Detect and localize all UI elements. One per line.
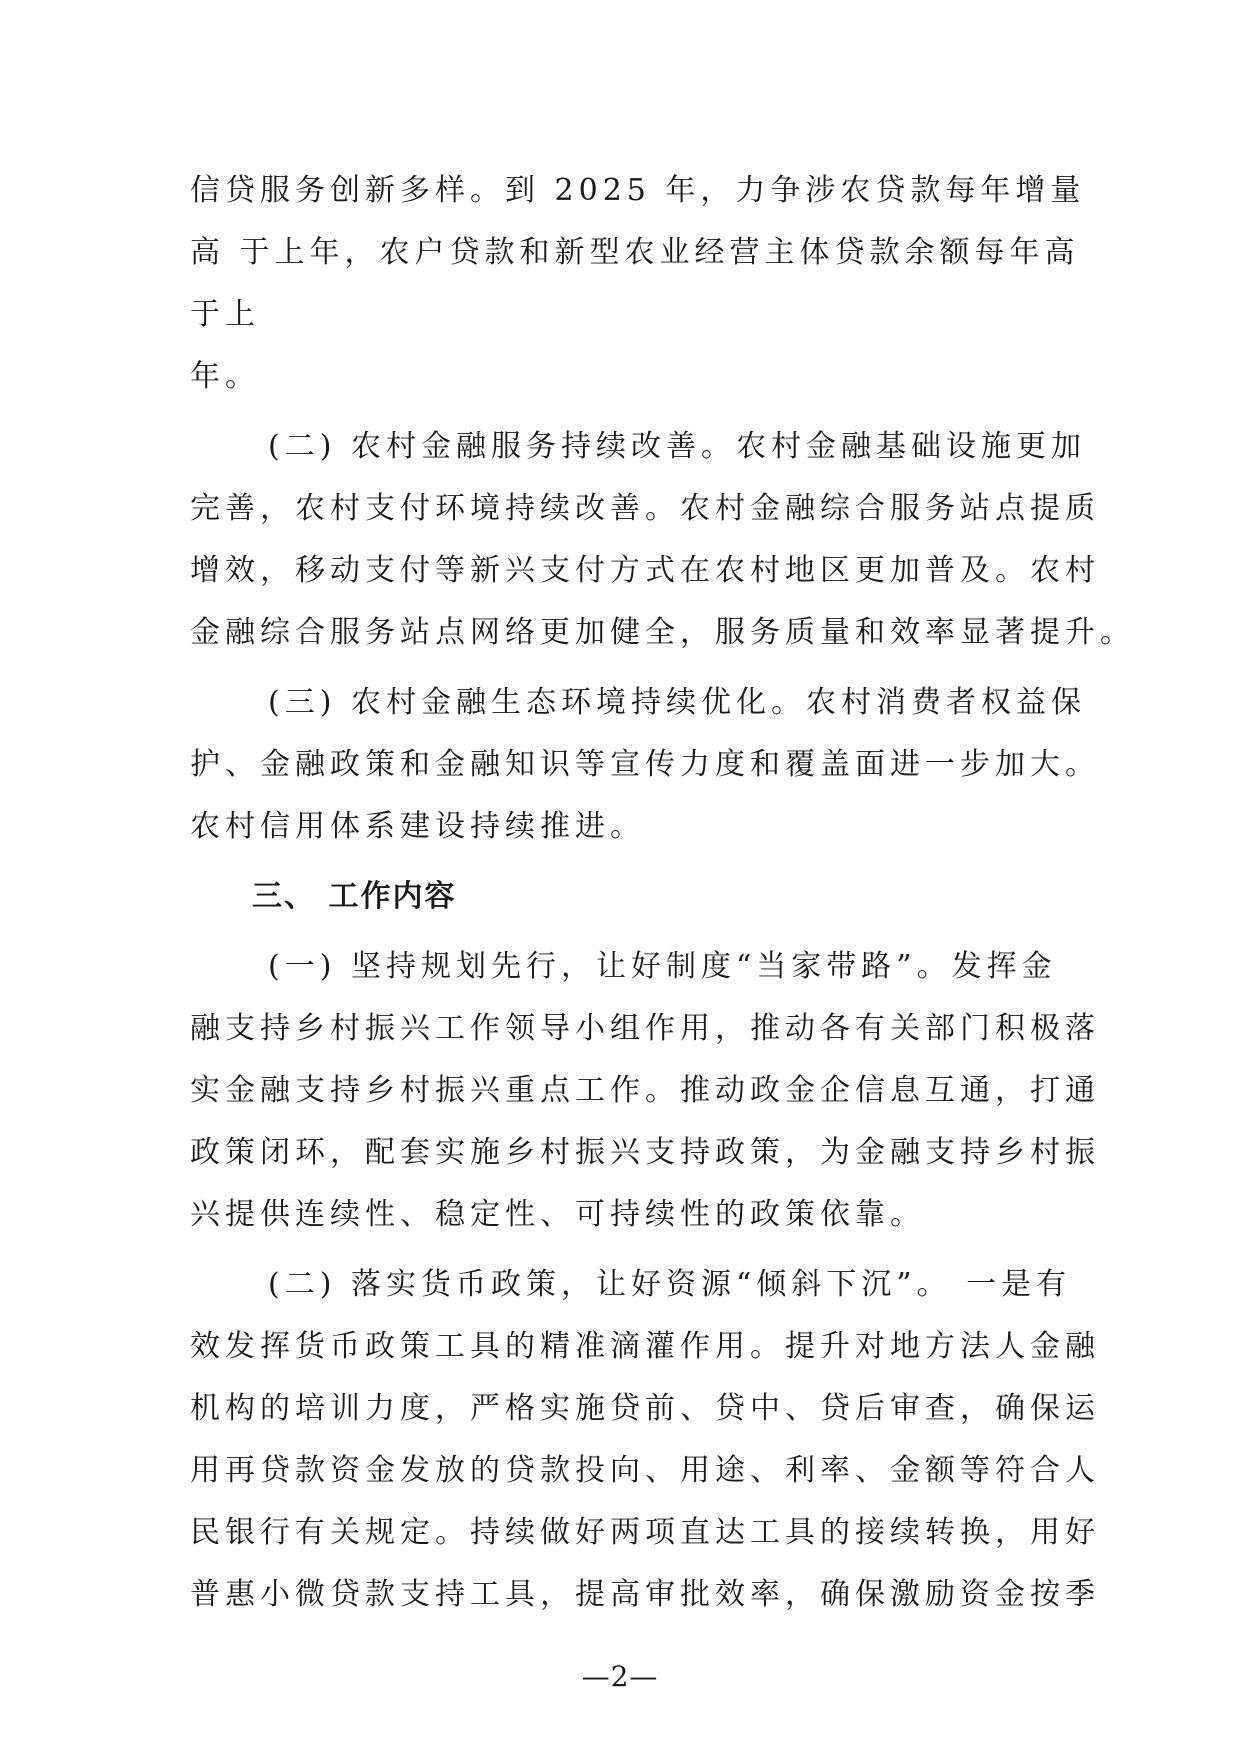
text-line: 融支持乡村振兴工作领导小组作用，推动各有关部门积极落 <box>190 1011 1100 1046</box>
text-line: 于上 <box>190 297 260 332</box>
text-line: 政策闭环，配套实施乡村振兴支持政策，为金融支持乡村振 <box>190 1135 1100 1170</box>
text-line: (二) 农村金融服务持续改善。农村金融基础设施更加 <box>268 429 1086 464</box>
text-line: 用再贷款资金发放的贷款投向、用途、利率、金额等符合人 <box>190 1453 1100 1488</box>
text-line: 农村信用体系建设持续推进。 <box>190 809 645 844</box>
paragraph-monetary-policy <box>190 1254 1100 1626</box>
text-line: 金融综合服务站点网络更加健全，服务质量和效率显著提升。 <box>190 615 1135 650</box>
text-line: (一) 坚持规划先行，让好制度“当家带路”。发挥金 <box>268 949 1057 984</box>
page-number: —2— <box>581 1660 659 1693</box>
text-line: 实金融支持乡村振兴重点工作。推动政金企信息互通，打通 <box>190 1073 1100 1108</box>
paragraph-rural-finance-services <box>190 416 1135 664</box>
text-line: 增效，移动支付等新兴支付方式在农村地区更加普及。农村 <box>190 553 1100 588</box>
text-line: 完善，农村支付环境持续改善。农村金融综合服务站点提质 <box>190 491 1100 526</box>
text-line: 年。 <box>190 359 260 394</box>
section-heading: 三、 工作内容 <box>252 879 457 914</box>
text-line: 民银行有关规定。持续做好两项直达工具的接续转换，用好 <box>190 1515 1100 1550</box>
paragraph-credit-services <box>190 160 1086 408</box>
text-line: 效发挥货币政策工具的精准滴灌作用。提升对地方法人金融 <box>190 1329 1100 1364</box>
paragraph-rural-finance-ecology <box>190 672 1100 858</box>
text-line: 信贷服务创新多样。到 2025 年，力争涉农贷款每年增量 <box>190 173 1086 208</box>
text-line: 机构的培训力度，严格实施贷前、贷中、贷后审查，确保运 <box>190 1391 1100 1426</box>
document-body <box>190 160 1135 1634</box>
text-line: 普惠小微贷款支持工具，提高审批效率，确保激励资金按季 <box>190 1577 1100 1612</box>
text-line: 兴提供连续性、稳定性、可持续性的政策依靠。 <box>190 1197 925 1232</box>
text-line: (三) 农村金融生态环境持续优化。农村消费者权益保 <box>268 685 1086 720</box>
text-line: 护、金融政策和金融知识等宣传力度和覆盖面进一步加大。 <box>190 747 1100 782</box>
paragraph-planning-first <box>190 936 1100 1246</box>
text-line: 高 于上年，农户贷款和新型农业经营主体贷款余额每年高 <box>190 235 1080 270</box>
text-line: (二) 落实货币政策，让好资源“倾斜下沉”。 一是有 <box>268 1267 1072 1302</box>
